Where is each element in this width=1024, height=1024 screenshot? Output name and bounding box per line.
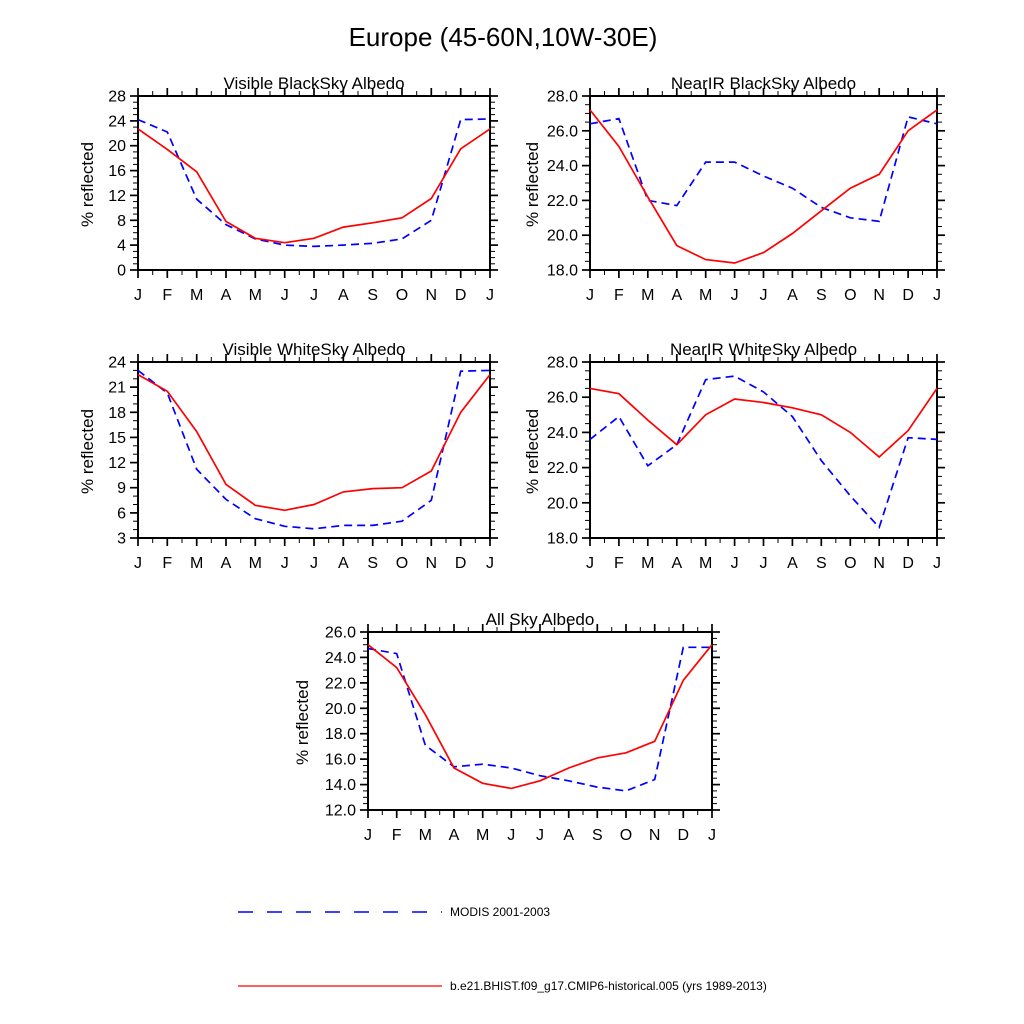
legend-label-model: b.e21.BHIST.f09_g17.CMIP6-historical.005 (yrs 1989-2013) [450,979,767,993]
svg-text:J: J [708,827,716,844]
svg-text:D: D [454,555,467,572]
svg-text:18: 18 [108,404,126,422]
svg-text:J: J [507,827,516,844]
svg-text:J: J [759,555,768,572]
svg-text:F: F [162,555,173,572]
svg-text:N: N [873,287,885,304]
svg-text:28.0: 28.0 [546,354,578,372]
svg-text:J: J [280,287,289,304]
svg-text:A: A [448,827,460,844]
svg-text:22.0: 22.0 [546,192,578,210]
svg-text:20.0: 20.0 [546,227,578,245]
svg-text:22.0: 22.0 [546,460,578,478]
svg-text:J: J [933,555,941,572]
svg-text:O: O [619,827,633,844]
svg-text:J: J [730,287,739,304]
svg-text:M: M [190,555,204,572]
svg-text:28: 28 [108,88,126,106]
svg-text:J: J [933,287,941,304]
svg-text:D: D [677,827,690,844]
svg-text:M: M [190,287,204,304]
svg-text:28.0: 28.0 [546,88,578,106]
svg-text:J: J [730,555,739,572]
svg-text:18.0: 18.0 [546,262,578,280]
svg-text:20.0: 20.0 [324,700,356,718]
y-axis-label: % reflected [523,141,542,227]
svg-text:D: D [454,287,467,304]
svg-text:F: F [391,827,402,844]
legend-model-line-swatch [237,979,443,993]
svg-text:24: 24 [108,113,126,131]
svg-text:A: A [220,555,232,572]
svg-text:J: J [134,555,142,572]
svg-text:3: 3 [117,530,126,548]
plot-area [83,352,504,574]
svg-text:J: J [486,287,494,304]
svg-text:F: F [162,287,173,304]
svg-text:9: 9 [117,480,126,498]
chart-visible-whitesky-albedo [78,332,504,574]
svg-text:O: O [844,287,857,304]
svg-text:N: N [425,287,438,304]
svg-text:20: 20 [108,138,126,156]
svg-text:J: J [536,827,544,844]
svg-text:J: J [586,555,594,572]
svg-text:20.0: 20.0 [546,495,578,513]
svg-text:J: J [364,827,372,844]
svg-text:A: A [337,287,349,304]
chart-title: Visible BlackSky Albedo [223,74,405,93]
svg-text:21: 21 [108,379,126,397]
svg-text:S: S [815,287,827,304]
svg-text:12: 12 [108,187,126,205]
chart-visible-blacksky-albedo [78,66,504,306]
svg-text:16.0: 16.0 [324,751,356,769]
svg-text:24.0: 24.0 [546,424,578,442]
chart-nearir-blacksky-albedo [523,66,951,306]
figure-title: Europe (45-60N,10W-30E) [348,22,658,52]
y-axis-label: % reflected [293,679,312,765]
svg-text:M: M [418,827,432,844]
chart-title: Visible WhiteSky Albedo [222,340,406,359]
plot-area [535,352,951,574]
svg-text:N: N [648,827,661,844]
chart-title: All Sky Albedo [485,610,595,629]
svg-text:S: S [367,555,379,572]
y-axis-label: % reflected [523,408,542,494]
svg-text:S: S [591,827,603,844]
plot-area [313,622,726,846]
svg-text:J: J [280,555,289,572]
chart-title: NearIR BlackSky Albedo [670,74,857,93]
svg-text:12.0: 12.0 [324,802,356,820]
svg-text:6: 6 [117,505,126,523]
svg-text:4: 4 [117,237,126,255]
chart-title: NearIR WhiteSky Albedo [669,340,858,359]
svg-text:J: J [586,287,594,304]
svg-text:22.0: 22.0 [324,675,356,693]
svg-text:18.0: 18.0 [324,726,356,744]
svg-text:J: J [759,287,768,304]
svg-text:S: S [815,555,827,572]
svg-text:24.0: 24.0 [546,158,578,176]
legend-label-modis: MODIS 2001-2003 [450,905,551,919]
svg-text:18.0: 18.0 [546,530,578,548]
svg-text:O: O [844,555,857,572]
svg-text:0: 0 [117,262,126,280]
svg-text:14.0: 14.0 [324,777,356,795]
svg-text:8: 8 [117,212,126,230]
svg-text:A: A [787,555,798,572]
svg-text:F: F [614,555,624,572]
svg-text:A: A [671,555,683,572]
y-axis-label: % reflected [78,408,97,494]
svg-text:M: M [248,555,262,572]
svg-text:24: 24 [108,354,126,372]
svg-text:A: A [337,555,349,572]
svg-text:A: A [220,287,232,304]
svg-text:O: O [395,287,409,304]
legend-modis-line-swatch [237,905,443,919]
svg-text:A: A [671,287,683,304]
svg-text:J: J [310,287,318,304]
svg-text:M: M [699,555,713,572]
svg-text:24.0: 24.0 [324,649,356,667]
plot-area [535,86,951,306]
svg-text:A: A [563,827,575,844]
svg-text:M: M [699,287,713,304]
chart-nearir-whitesky-albedo [523,332,951,574]
svg-text:S: S [367,287,379,304]
svg-text:M: M [476,827,490,844]
svg-text:26.0: 26.0 [546,123,578,141]
svg-text:J: J [486,555,494,572]
svg-text:16: 16 [108,163,126,181]
svg-text:D: D [902,287,914,304]
svg-text:N: N [425,555,438,572]
svg-text:26.0: 26.0 [546,389,578,407]
svg-text:M: M [641,555,655,572]
svg-text:M: M [248,287,262,304]
chart-all-sky-albedo [293,602,726,846]
svg-text:A: A [787,287,798,304]
svg-text:12: 12 [108,455,126,473]
svg-text:D: D [902,555,914,572]
svg-text:M: M [641,287,655,304]
svg-text:26.0: 26.0 [324,624,356,642]
svg-text:O: O [395,555,409,572]
y-axis-label: % reflected [78,141,97,227]
plot-area [83,86,504,306]
svg-text:F: F [614,287,624,304]
svg-text:J: J [310,555,318,572]
svg-text:N: N [873,555,885,572]
svg-text:15: 15 [108,429,126,447]
svg-text:J: J [134,287,142,304]
